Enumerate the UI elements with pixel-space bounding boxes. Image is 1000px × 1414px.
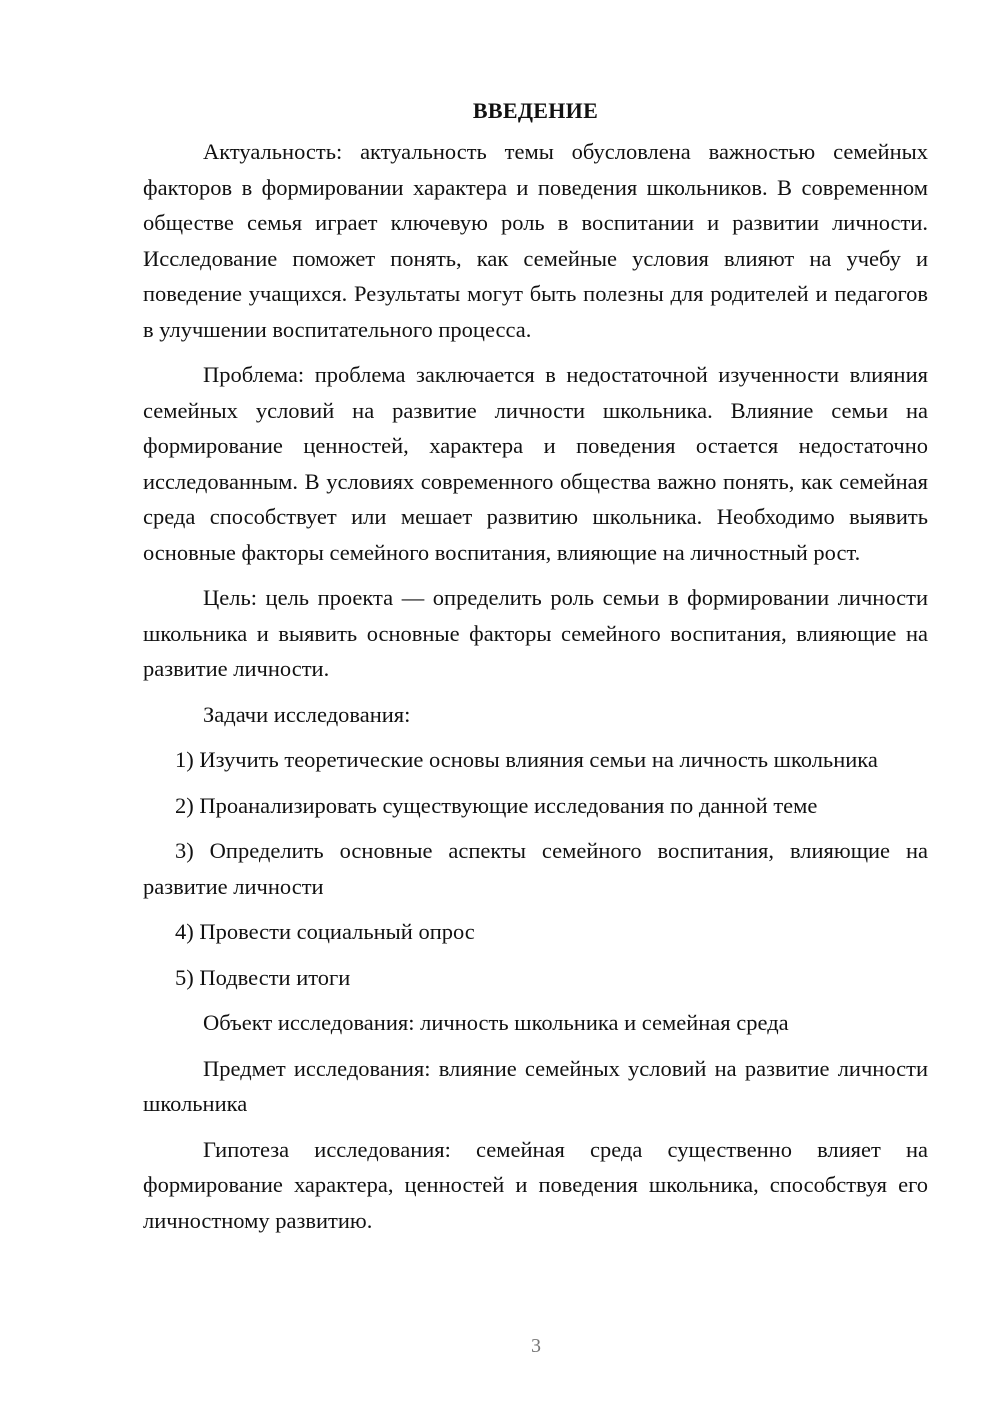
paragraph-subject: Предмет исследования: влияние семейных условий на развитие личности школьника	[143, 1055, 928, 1116]
task-item-3: 3) Определить основные аспекты семейного воспитания, влияющие на развитие личности	[143, 838, 928, 899]
task-item-1: 1) Изучить теоретические основы влияния семьи на личность школьника	[175, 747, 878, 772]
paragraph-relevance: Актуальность: актуальность темы обусловлена важностью семейных факторов в формировании характера и поведения школьников. В современном обществе семья играет ключевую роль в воспитании и развитии личности. Исследование поможет понять, как семейные условия влияют на учебу и поведение учащихся. Результаты могут быть полезны для родителей и педагогов в улучшении воспитательного процесса.	[143, 139, 928, 342]
page-title: ВВЕДЕНИЕ	[472, 98, 599, 123]
paragraph-object: Объект исследования: личность школьника и семейная среда	[203, 1010, 789, 1035]
paragraph-goal: Цель: цель проекта — определить роль семьи в формировании личности школьника и выявить основные факторы семейного воспитания, влияющие на развитие личности.	[143, 585, 928, 681]
task-item-4: 4) Провести социальный опрос	[175, 919, 475, 944]
page-content	[143, 96, 928, 1248]
task-item-2: 2) Проанализировать существующие исследования по данной теме	[175, 792, 818, 818]
paragraph-hypothesis: Гипотеза исследования: семейная среда существенно влияет на формирование характера, ценностей и поведения школьника, способствуя его личностному развитию.	[143, 1136, 928, 1233]
tasks-heading: Задачи исследования:	[203, 701, 411, 727]
paragraph-problem: Проблема: проблема заключается в недостаточной изученности влияния семейных условий на развитие личности школьника. Влияние семьи на формирование ценностей, характера и поведения остается недостаточно исследованным. В условиях современного общества важно понять, как семейная среда способствует или мешает развитию школьника. Необходимо выявить основные факторы семейного воспитания, влияющие на личностный рост.	[143, 362, 928, 565]
page-number: 3	[531, 1335, 541, 1357]
task-item-5: 5) Подвести итоги	[175, 964, 351, 990]
